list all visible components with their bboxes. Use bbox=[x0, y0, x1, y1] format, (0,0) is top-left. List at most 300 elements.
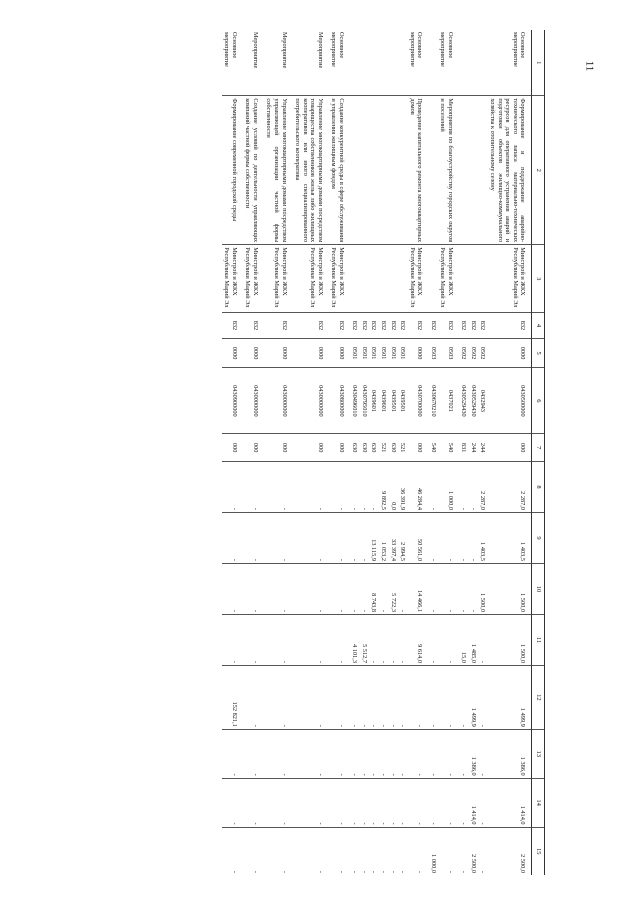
table-cell: Минстрой и ЖКХ Республики Марий Эл bbox=[438, 245, 459, 313]
table-row bbox=[407, 30, 428, 875]
table-cell: 1 500,0 bbox=[487, 564, 531, 615]
table-cell: - bbox=[222, 615, 243, 666]
table-cell bbox=[388, 96, 398, 245]
header-cell: 15 bbox=[532, 827, 545, 875]
table-cell: - bbox=[293, 564, 329, 615]
table-cell: - bbox=[222, 461, 243, 512]
table-cell: Минстрой и ЖКХ Республики Марий Эл bbox=[487, 245, 531, 313]
table-cell: - bbox=[243, 778, 264, 827]
table-cell: - bbox=[438, 564, 459, 615]
table-cell: 244 bbox=[478, 434, 488, 462]
table-cell bbox=[369, 245, 379, 313]
table-row bbox=[378, 30, 388, 875]
table-cell: 832 bbox=[369, 313, 379, 339]
header-cell: 7 bbox=[532, 434, 545, 462]
table-row bbox=[487, 30, 531, 875]
table-cell: - bbox=[243, 512, 264, 563]
page-number: 11 bbox=[583, 60, 596, 72]
table-cell: 1 403,5 bbox=[478, 512, 488, 563]
table-cell bbox=[369, 96, 379, 245]
table-row bbox=[478, 30, 488, 875]
header-cell: 6 bbox=[532, 368, 545, 434]
table-cell: - bbox=[428, 564, 438, 615]
header-cell: 11 bbox=[532, 615, 545, 666]
table-cell: Формирование и поддержание аварийно-технического запаса материально-технических ресурсов для оперативного устранения аварий и подготовки объектов жилищно-коммунального хозяйства к отопительному сезону bbox=[487, 96, 531, 245]
table-cell: 0439601 bbox=[378, 368, 388, 434]
table-cell: - bbox=[264, 666, 293, 730]
table-row bbox=[329, 30, 350, 875]
table-cell: - bbox=[468, 512, 478, 563]
table-cell: - bbox=[243, 461, 264, 512]
table-cell: 000 bbox=[329, 434, 350, 462]
table-cell: 1 000,0 bbox=[438, 461, 459, 512]
header-cell: 13 bbox=[532, 729, 545, 778]
table-cell: 0503 bbox=[438, 338, 459, 368]
table-cell bbox=[398, 245, 408, 313]
table-cell: 832 bbox=[359, 313, 369, 339]
table-row bbox=[398, 30, 408, 875]
table-cell: - bbox=[264, 461, 293, 512]
table-cell: - bbox=[329, 778, 350, 827]
table-cell: 1 485,0 bbox=[468, 615, 478, 666]
table-cell: - bbox=[369, 615, 379, 666]
table-cell bbox=[378, 30, 388, 96]
table-cell: - bbox=[438, 827, 459, 875]
table-cell: 832 bbox=[329, 313, 350, 339]
table-cell: 0503 bbox=[428, 338, 438, 368]
table-cell: - bbox=[359, 666, 369, 730]
table-cell: - bbox=[459, 827, 469, 875]
table-cell: 1 414,0 bbox=[468, 778, 478, 827]
table-cell: - bbox=[359, 729, 369, 778]
table-cell: - bbox=[222, 512, 243, 563]
table-cell: 1 403,5 bbox=[487, 512, 531, 563]
table-cell: Основное мероприятие bbox=[223, 32, 238, 67]
table-cell: Основное мероприятие bbox=[511, 32, 527, 67]
table-cell: 4 101,3 bbox=[350, 615, 360, 666]
header-cell: 9 bbox=[532, 512, 545, 563]
header-cell: 10 bbox=[532, 564, 545, 615]
table-cell: 832 bbox=[398, 313, 408, 339]
table-cell: - bbox=[264, 827, 293, 875]
table-cell: 0000 bbox=[222, 338, 243, 368]
table-cell bbox=[378, 96, 388, 245]
table-cell: 0430800000 bbox=[329, 368, 350, 434]
table-cell: Создание условий по деятельности управляющих компаний частной формы собственности bbox=[243, 96, 264, 245]
table-cell: - bbox=[378, 827, 388, 875]
table-cell bbox=[478, 245, 488, 313]
table-cell: - bbox=[359, 827, 369, 875]
table-cell: 33 397,4 bbox=[388, 512, 398, 563]
table-cell: - bbox=[350, 512, 360, 563]
table-cell: 14 466,1 bbox=[407, 564, 428, 615]
table-cell: - bbox=[293, 729, 329, 778]
table-cell: 2 287,0 bbox=[478, 461, 488, 512]
table-cell: - bbox=[407, 778, 428, 827]
table-cell: 1 000,0 bbox=[428, 827, 438, 875]
table-cell: 0437021 bbox=[438, 368, 459, 434]
table-cell: - bbox=[329, 461, 350, 512]
table-cell: Создание конкурентной среды в сфере обслуживания и управления жилищным фондом bbox=[329, 96, 350, 245]
table-cell: 0430500000 bbox=[487, 368, 531, 434]
header-cell: 12 bbox=[532, 666, 545, 730]
table-cell: 0432943 bbox=[478, 368, 488, 434]
table-cell: 0000 bbox=[487, 338, 531, 368]
table-cell: - bbox=[378, 729, 388, 778]
header-cell: 1 bbox=[532, 30, 545, 96]
table-cell: - bbox=[329, 827, 350, 875]
table-cell: 630 bbox=[388, 434, 398, 462]
table-cell: - bbox=[222, 778, 243, 827]
table-cell bbox=[359, 245, 369, 313]
table-cell bbox=[468, 245, 478, 313]
table-cell bbox=[350, 30, 360, 96]
table-cell: 1 053,2 bbox=[378, 512, 388, 563]
table-cell: 832 bbox=[293, 313, 329, 339]
table-cell: 0430795010 bbox=[359, 368, 369, 434]
table-cell: - bbox=[264, 512, 293, 563]
table-cell: 1 414,0 bbox=[487, 778, 531, 827]
table-cell: 0430000000 bbox=[293, 368, 329, 434]
table-cell bbox=[398, 30, 408, 96]
header-cell: 8 bbox=[532, 461, 545, 512]
table-cell: - bbox=[378, 666, 388, 730]
table-cell: - bbox=[459, 729, 469, 778]
table-cell: 000 bbox=[264, 434, 293, 462]
table-header-row bbox=[532, 30, 545, 875]
table-cell: - bbox=[459, 564, 469, 615]
table-cell: 0430900000 bbox=[222, 368, 243, 434]
rotated-table-page bbox=[0, 20, 545, 885]
header-cell: 3 bbox=[532, 245, 545, 313]
table-cell: Минстрой и ЖКХ Республики Марий Эл bbox=[407, 245, 428, 313]
table-cell bbox=[350, 245, 360, 313]
table-cell: 630 bbox=[359, 434, 369, 462]
table-cell: 2 287,0 bbox=[487, 461, 531, 512]
table-cell: 0,0 bbox=[388, 461, 398, 512]
table-cell: 15,0 bbox=[459, 615, 469, 666]
table-body bbox=[222, 30, 532, 875]
table-cell: - bbox=[428, 666, 438, 730]
table-cell: - bbox=[293, 666, 329, 730]
table-row bbox=[350, 30, 360, 875]
table-cell: Минстрой и ЖКХ Республики Марий Эл bbox=[293, 245, 329, 313]
table-cell: 0501 bbox=[378, 338, 388, 368]
table-cell: - bbox=[378, 615, 388, 666]
table-cell: - bbox=[378, 564, 388, 615]
table-cell: 0000 bbox=[329, 338, 350, 368]
table-cell: - bbox=[428, 461, 438, 512]
table-cell: Проведение капитального ремонта многоквартирных домов bbox=[407, 96, 428, 245]
table-cell: 0430496010 bbox=[350, 368, 360, 434]
table-row bbox=[293, 30, 329, 875]
table-cell: - bbox=[478, 827, 488, 875]
table-cell: 0430670210 bbox=[428, 368, 438, 434]
table-cell: 1 499,9 bbox=[487, 666, 531, 730]
table-cell: - bbox=[398, 778, 408, 827]
table-cell: 000 bbox=[243, 434, 264, 462]
table-cell: - bbox=[350, 827, 360, 875]
table-cell bbox=[428, 30, 438, 96]
table-cell: 0501 bbox=[369, 338, 379, 368]
table-cell: 0439601 bbox=[369, 368, 379, 434]
table-cell: Мероприятие bbox=[316, 32, 324, 69]
table-cell: - bbox=[438, 615, 459, 666]
table-cell: 0430700000 bbox=[407, 368, 428, 434]
table-cell: 0501 bbox=[388, 338, 398, 368]
table-cell: 0430529430 bbox=[468, 368, 478, 434]
table-cell: - bbox=[398, 666, 408, 730]
table-cell: 832 bbox=[487, 313, 531, 339]
table-cell: 0000 bbox=[293, 338, 329, 368]
table-cell: 832 bbox=[428, 313, 438, 339]
table-cell: 2 500,0 bbox=[487, 827, 531, 875]
table-cell: 0000 bbox=[243, 338, 264, 368]
table-cell: Основное мероприятие bbox=[439, 32, 454, 67]
table-cell: - bbox=[222, 564, 243, 615]
table-cell: - bbox=[428, 729, 438, 778]
table-cell: - bbox=[329, 512, 350, 563]
table-cell: - bbox=[438, 512, 459, 563]
table-cell bbox=[478, 30, 488, 96]
table-row bbox=[459, 30, 469, 875]
table-cell: 1 500,0 bbox=[487, 615, 531, 666]
table-cell: 1 499,9 bbox=[468, 666, 478, 730]
table-cell: 0501 bbox=[359, 338, 369, 368]
table-cell: - bbox=[478, 615, 488, 666]
table-cell: 540 bbox=[438, 434, 459, 462]
table-row bbox=[438, 30, 459, 875]
table-cell: - bbox=[350, 461, 360, 512]
table-cell: 0501 bbox=[350, 338, 360, 368]
table-cell: Мероприятие bbox=[251, 32, 259, 69]
table-cell: 36 391,9 bbox=[398, 461, 408, 512]
table-cell: - bbox=[264, 564, 293, 615]
table-cell bbox=[459, 30, 469, 96]
table-cell: 50 561,0 bbox=[407, 512, 428, 563]
table-cell: - bbox=[438, 729, 459, 778]
table-cell: - bbox=[329, 729, 350, 778]
table-cell: - bbox=[369, 461, 379, 512]
table-cell: - bbox=[478, 729, 488, 778]
table-cell: - bbox=[243, 827, 264, 875]
table-cell: 0502 bbox=[468, 338, 478, 368]
table-cell: 13 115,9 bbox=[369, 512, 379, 563]
table-cell: 1 500,0 bbox=[478, 564, 488, 615]
table-cell: Мероприятие bbox=[280, 32, 288, 69]
table-cell: - bbox=[293, 827, 329, 875]
table-cell: 540 bbox=[428, 434, 438, 462]
table-cell: 000 bbox=[293, 434, 329, 462]
budget-table bbox=[222, 30, 545, 875]
table-cell: 0000 bbox=[264, 338, 293, 368]
table-cell: Минстрой и ЖКХ Республики Марий Эл bbox=[264, 245, 293, 313]
table-cell: - bbox=[222, 827, 243, 875]
table-cell: 0501 bbox=[398, 338, 408, 368]
table-cell: Минстрой и ЖКХ Республики Марий Эл bbox=[243, 245, 264, 313]
table-cell: 630 bbox=[350, 434, 360, 462]
table-cell: 000 bbox=[487, 434, 531, 462]
table-cell: 1 386,0 bbox=[487, 729, 531, 778]
table-cell: 0502 bbox=[459, 338, 469, 368]
table-cell bbox=[388, 30, 398, 96]
table-cell: 0430529430 bbox=[459, 368, 469, 434]
table-cell bbox=[428, 245, 438, 313]
table-cell: Управление многоквартирными домами посредством управляющей организации частной формы собственности bbox=[264, 96, 293, 245]
table-cell: - bbox=[398, 564, 408, 615]
table-cell: - bbox=[293, 461, 329, 512]
table-row bbox=[243, 30, 264, 875]
table-cell bbox=[398, 96, 408, 245]
table-cell: 832 bbox=[378, 313, 388, 339]
table-cell bbox=[428, 96, 438, 245]
table-cell: 0430000000 bbox=[264, 368, 293, 434]
table-cell: 832 bbox=[350, 313, 360, 339]
table-cell bbox=[478, 96, 488, 245]
table-cell: 832 bbox=[438, 313, 459, 339]
table-cell bbox=[468, 96, 478, 245]
table-cell: - bbox=[329, 615, 350, 666]
table-cell: 46 284,4 bbox=[407, 461, 428, 512]
table-cell: - bbox=[459, 512, 469, 563]
table-cell: - bbox=[329, 564, 350, 615]
table-cell: - bbox=[459, 461, 469, 512]
table-cell: 832 bbox=[264, 313, 293, 339]
table-cell: 0502 bbox=[478, 338, 488, 368]
table-cell bbox=[359, 96, 369, 245]
table-cell: - bbox=[350, 666, 360, 730]
table-cell: 521 bbox=[398, 434, 408, 462]
table-cell: - bbox=[359, 778, 369, 827]
table-cell: 832 bbox=[407, 313, 428, 339]
header-cell: 4 bbox=[532, 313, 545, 339]
table-cell: 244 bbox=[468, 434, 478, 462]
table-cell: 2 994,5 bbox=[398, 512, 408, 563]
table-cell: - bbox=[369, 827, 379, 875]
table-cell: - bbox=[407, 666, 428, 730]
table-cell: - bbox=[222, 729, 243, 778]
table-cell: - bbox=[388, 778, 398, 827]
table-cell: - bbox=[369, 729, 379, 778]
table-cell: 5 722,3 bbox=[388, 564, 398, 615]
table-cell: 1 386,0 bbox=[468, 729, 478, 778]
table-row bbox=[468, 30, 478, 875]
table-cell: 0430000000 bbox=[243, 368, 264, 434]
table-cell: - bbox=[428, 615, 438, 666]
table-cell: - bbox=[438, 778, 459, 827]
table-cell: 832 bbox=[243, 313, 264, 339]
table-cell: 0439501 bbox=[388, 368, 398, 434]
table-cell bbox=[369, 30, 379, 96]
table-cell: 8 743,8 bbox=[369, 564, 379, 615]
table-cell: - bbox=[243, 729, 264, 778]
header-cell: 14 bbox=[532, 778, 545, 827]
table-cell: - bbox=[468, 564, 478, 615]
table-cell: - bbox=[293, 512, 329, 563]
table-cell: - bbox=[243, 564, 264, 615]
table-cell: - bbox=[459, 666, 469, 730]
table-cell: - bbox=[243, 615, 264, 666]
table-cell: - bbox=[359, 461, 369, 512]
table-cell: 000 bbox=[222, 434, 243, 462]
table-cell: - bbox=[369, 778, 379, 827]
table-cell: - bbox=[264, 729, 293, 778]
table-row bbox=[359, 30, 369, 875]
table-cell: - bbox=[398, 729, 408, 778]
table-row bbox=[428, 30, 438, 875]
table-cell: 521 bbox=[378, 434, 388, 462]
table-cell: 9 892,5 bbox=[378, 461, 388, 512]
table-row bbox=[369, 30, 379, 875]
header-cell: 5 bbox=[532, 338, 545, 368]
table-cell bbox=[378, 245, 388, 313]
table-cell: - bbox=[478, 778, 488, 827]
table-cell: - bbox=[378, 778, 388, 827]
table-cell: 832 bbox=[478, 313, 488, 339]
table-cell bbox=[459, 245, 469, 313]
table-cell: - bbox=[398, 615, 408, 666]
table-cell: Управление многоквартирными домами посредством товарищества собственников жилья либо жилищных кооперативов или иного специализированного потребительского кооператива bbox=[293, 96, 329, 245]
table-cell: 9 614,0 bbox=[407, 615, 428, 666]
table-cell: Минстрой и ЖКХ Республики Марий Эл bbox=[222, 245, 243, 313]
table-cell: - bbox=[428, 778, 438, 827]
table-cell bbox=[459, 96, 469, 245]
table-cell: - bbox=[350, 564, 360, 615]
table-row bbox=[264, 30, 293, 875]
table-cell: Мероприятия по благоустройству городских округов и поселений bbox=[438, 96, 459, 245]
table-cell: 832 bbox=[468, 313, 478, 339]
table-cell: - bbox=[388, 827, 398, 875]
table-cell: - bbox=[293, 615, 329, 666]
table-cell: 832 bbox=[222, 313, 243, 339]
header-cell: 2 bbox=[532, 96, 545, 245]
table-cell bbox=[388, 245, 398, 313]
table-cell: - bbox=[468, 461, 478, 512]
table-cell: - bbox=[293, 778, 329, 827]
table-cell: 000 bbox=[407, 434, 428, 462]
table-cell: - bbox=[407, 827, 428, 875]
table-cell: - bbox=[359, 512, 369, 563]
table-cell: - bbox=[478, 666, 488, 730]
table-cell: - bbox=[350, 729, 360, 778]
table-cell: Минстрой и ЖКХ Республики Марий Эл bbox=[329, 245, 350, 313]
table-cell: - bbox=[359, 564, 369, 615]
table-cell: - bbox=[264, 778, 293, 827]
table-cell: - bbox=[243, 666, 264, 730]
table-row bbox=[222, 30, 243, 875]
table-cell: - bbox=[388, 615, 398, 666]
table-cell: 0439501 bbox=[398, 368, 408, 434]
table-cell: - bbox=[264, 615, 293, 666]
table-cell: 832 bbox=[459, 313, 469, 339]
table-cell: - bbox=[438, 666, 459, 730]
table-cell: 5 512,7 bbox=[359, 615, 369, 666]
table-cell: 630 bbox=[369, 434, 379, 462]
table-cell: - bbox=[428, 512, 438, 563]
table-cell: - bbox=[329, 666, 350, 730]
table-cell: - bbox=[388, 666, 398, 730]
table-cell: 152 821,1 bbox=[222, 666, 243, 730]
table-cell: 2 500,0 bbox=[468, 827, 478, 875]
table-cell: - bbox=[388, 729, 398, 778]
table-cell: 0000 bbox=[407, 338, 428, 368]
table-row bbox=[388, 30, 398, 875]
table-cell: 832 bbox=[388, 313, 398, 339]
table-cell: Формирование современной городской среды bbox=[222, 96, 243, 245]
table-cell: - bbox=[350, 778, 360, 827]
table-cell bbox=[359, 30, 369, 96]
table-cell bbox=[468, 30, 478, 96]
